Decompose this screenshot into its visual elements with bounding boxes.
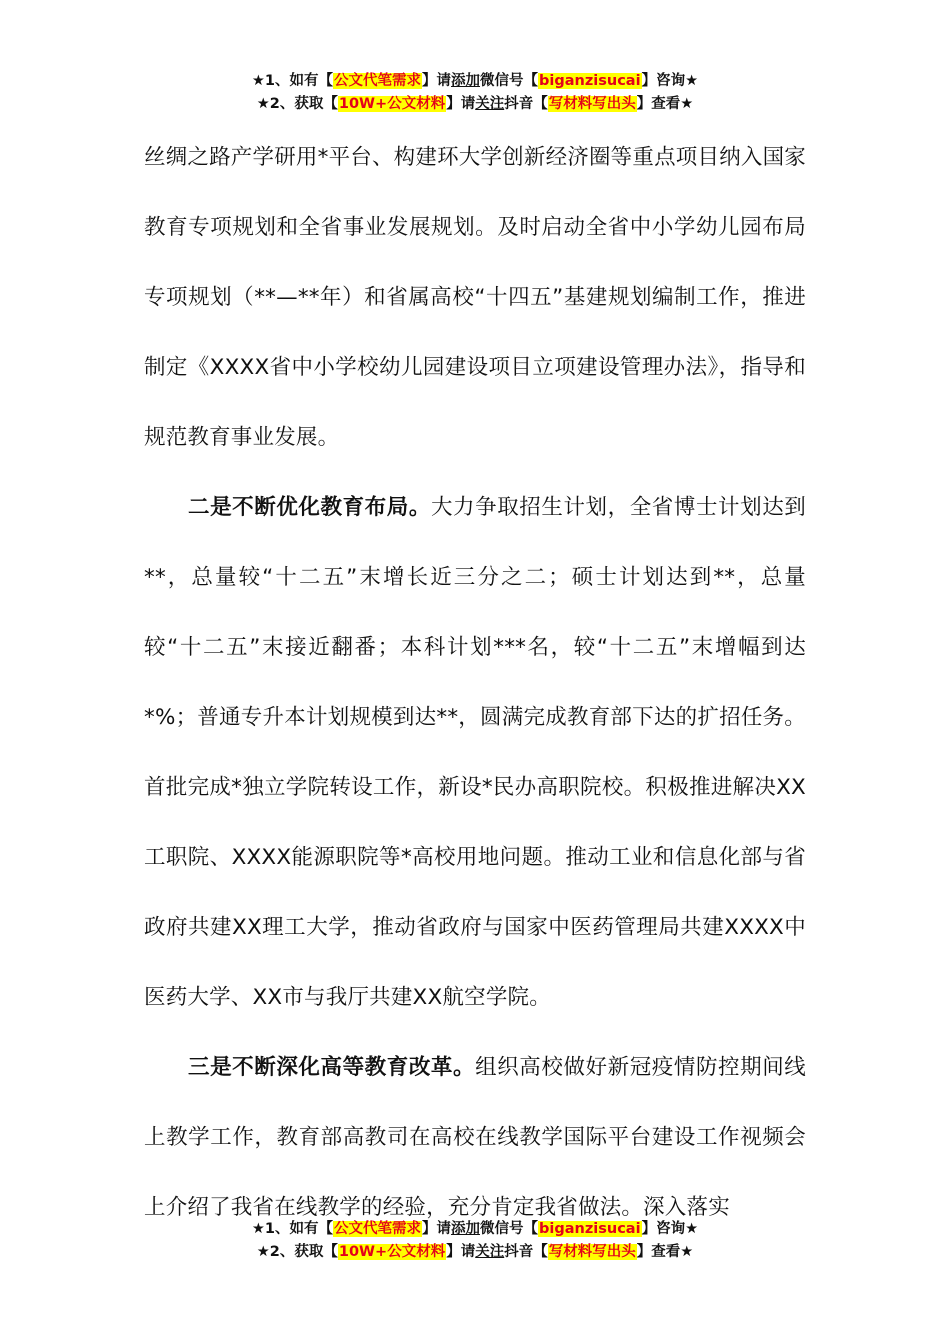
highlight-douyin-account: 写材料写出头 <box>548 1244 636 1260</box>
banner-text: 】请 <box>446 1244 476 1260</box>
highlight-materials: 10W+公文材料 <box>338 96 446 112</box>
banner-line-2 <box>0 93 950 116</box>
banner-text: 】咨询★ <box>641 73 699 89</box>
highlight-wechat-id: biganzisucai <box>539 73 641 89</box>
star-icon: ★ <box>256 96 270 112</box>
banner-line-1 <box>0 70 950 93</box>
banner-text: 】请 <box>422 1221 452 1237</box>
banner-emphasis: 添加 <box>451 73 481 89</box>
star-icon: ★ <box>256 1244 270 1260</box>
banner-text: 1、如有【 <box>264 1221 334 1237</box>
banner-text: 抖音【 <box>504 96 548 112</box>
paragraph-text: 大力争取招生计划，全省博士计划达到**，总量较“十二五”末增长近三分之二；硕士计划达到**，总量较“十二五”末接近翻番；本科计划***名，较“十二五”末增幅到达*%；普通专升本计划规模到达**，圆满完成教育部下达的扩招任务。首批完成*独立学院转设工作，新设*民办高职院校。积极推进解决XX工职院、XXXX能源职院等*高校用地问题。推动工业和信息化部与省政府共建XX理工大学，推动省政府与国家中医药管理局共建XXXX中医药大学、XX市与我厅共建XX航空学院。 <box>144 495 806 1010</box>
header-banner <box>0 70 950 116</box>
paragraph-section-three <box>144 1033 806 1243</box>
highlight-wechat-id: biganzisucai <box>539 1221 641 1237</box>
paragraph-text: 丝绸之路产学研用*平台、构建环大学创新经济圈等重点项目纳入国家教育专项规划和全省事业发展规划。及时启动全省中小学幼儿园布局专项规划（**—**年）和省属高校“十四五”基建规划编制工作，推进制定《XXXX省中小学校幼儿园建设项目立项建设管理办法》，指导和规范教育事业发展。 <box>144 145 806 450</box>
banner-text: 微信号【 <box>480 1221 539 1237</box>
paragraph-lead: 三是不断深化高等教育改革。 <box>188 1055 476 1080</box>
banner-emphasis: 添加 <box>451 1221 481 1237</box>
banner-text: 】咨询★ <box>641 1221 699 1237</box>
banner-text: 】查看★ <box>636 1244 694 1260</box>
banner-text: 2、获取【 <box>269 96 338 112</box>
paragraph-lead: 二是不断优化教育布局。 <box>188 495 431 520</box>
banner-text: 2、获取【 <box>269 1244 338 1260</box>
highlight-service: 公文代笔需求 <box>334 1221 422 1237</box>
footer-banner <box>0 1218 950 1264</box>
paragraph-section-two <box>144 473 806 1033</box>
banner-text: 1、如有【 <box>264 73 334 89</box>
banner-text: 抖音【 <box>504 1244 548 1260</box>
banner-line-1 <box>0 1218 950 1241</box>
banner-emphasis: 关注 <box>475 96 505 112</box>
highlight-douyin-account: 写材料写出头 <box>548 96 636 112</box>
banner-line-2 <box>0 1241 950 1264</box>
banner-text: 】请 <box>422 73 452 89</box>
star-icon: ★ <box>251 1221 265 1237</box>
paragraph-text: 组织高校做好新冠疫情防控期间线上教学工作，教育部高教司在高校在线教学国际平台建设工作视频会上介绍了我省在线教学的经验，充分肯定我省做法。深入落实 <box>144 1055 806 1220</box>
highlight-service: 公文代笔需求 <box>334 73 422 89</box>
banner-text: 】查看★ <box>636 96 694 112</box>
star-icon: ★ <box>251 73 265 89</box>
banner-text: 】请 <box>446 96 476 112</box>
highlight-materials: 10W+公文材料 <box>338 1244 446 1260</box>
paragraph-continuation <box>144 123 806 473</box>
banner-text: 微信号【 <box>480 73 539 89</box>
banner-emphasis: 关注 <box>475 1244 505 1260</box>
document-body <box>144 123 806 1243</box>
